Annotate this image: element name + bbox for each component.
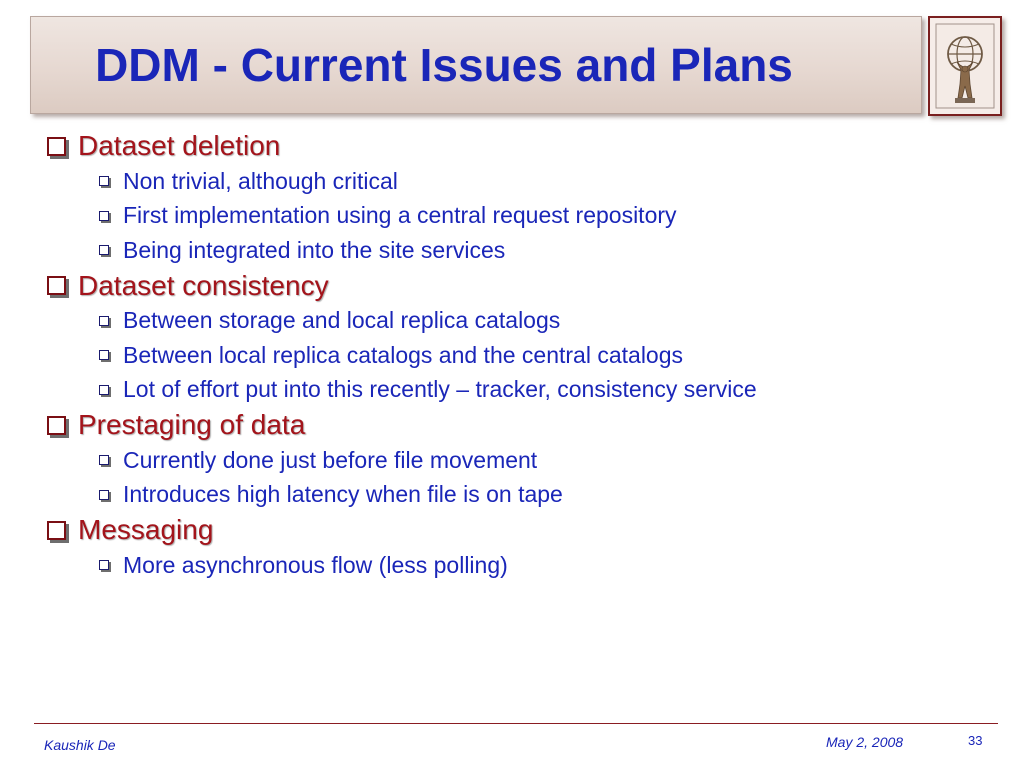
- section-heading-text: Messaging: [78, 514, 214, 545]
- title-bar: [30, 16, 922, 114]
- list-item-text: Non trivial, although critical: [123, 167, 398, 194]
- section-heading: [44, 128, 1004, 164]
- list-item-text: Currently done just before file movement: [123, 446, 538, 473]
- list-item: [44, 199, 1004, 234]
- small-checkbox-bullet-icon: [99, 385, 109, 395]
- list-item-text: Being integrated into the site services: [123, 236, 506, 263]
- section-heading: [44, 407, 1004, 443]
- atlas-logo: [928, 16, 1002, 116]
- list-item: [44, 338, 1004, 373]
- list-item: [44, 478, 1004, 513]
- list-item-text: Between storage and local replica catalogs: [123, 307, 561, 334]
- list-item-text: Lot of effort put into this recently – tracker, consistency service: [123, 376, 757, 403]
- small-checkbox-bullet-icon: [99, 211, 109, 221]
- list-item: [44, 373, 1004, 408]
- checkbox-bullet-icon: [47, 416, 66, 435]
- list-item-text: Introduces high latency when file is on tape: [123, 481, 563, 508]
- section-prestaging: [44, 407, 1004, 512]
- list-item-text: Between local replica catalogs and the central catalogs: [123, 341, 684, 368]
- list-item-text: First implementation using a central request repository: [123, 202, 677, 229]
- checkbox-bullet-icon: [47, 137, 66, 156]
- list-item: [44, 443, 1004, 478]
- small-checkbox-bullet-icon: [99, 350, 109, 360]
- section-heading: [44, 512, 1004, 548]
- small-checkbox-bullet-icon: [99, 176, 109, 186]
- section-heading-text: Prestaging of data: [78, 409, 306, 440]
- small-checkbox-bullet-icon: [99, 245, 109, 255]
- checkbox-bullet-icon: [47, 276, 66, 295]
- bullet-list: [44, 548, 1004, 583]
- small-checkbox-bullet-icon: [99, 560, 109, 570]
- small-checkbox-bullet-icon: [99, 490, 109, 500]
- small-checkbox-bullet-icon: [99, 316, 109, 326]
- section-heading-text: Dataset consistency: [78, 269, 329, 301]
- atlas-figure-icon: [930, 18, 1000, 114]
- bullet-list: [44, 443, 1004, 512]
- section-heading: [44, 268, 1004, 304]
- page-number: 33: [968, 733, 983, 748]
- list-item: [44, 548, 1004, 583]
- footer-date: May 2, 2008: [826, 734, 904, 750]
- checkbox-bullet-icon: [47, 521, 66, 540]
- section-messaging: [44, 512, 1004, 583]
- bullet-list: [44, 304, 1004, 408]
- list-item: [44, 233, 1004, 268]
- slide-title: DDM - Current Issues and Plans: [95, 39, 793, 91]
- list-item: [44, 304, 1004, 339]
- list-item-text: More asynchronous flow (less polling): [123, 551, 508, 578]
- footer-author: Kaushik De: [44, 737, 116, 753]
- section-dataset-deletion: [44, 128, 1004, 268]
- list-item: [44, 164, 1004, 199]
- small-checkbox-bullet-icon: [99, 455, 109, 465]
- slide-body: [44, 128, 1004, 583]
- bullet-list: [44, 164, 1004, 268]
- section-heading-text: Dataset deletion: [78, 130, 281, 161]
- footer-divider: [34, 723, 998, 724]
- section-dataset-consistency: [44, 268, 1004, 408]
